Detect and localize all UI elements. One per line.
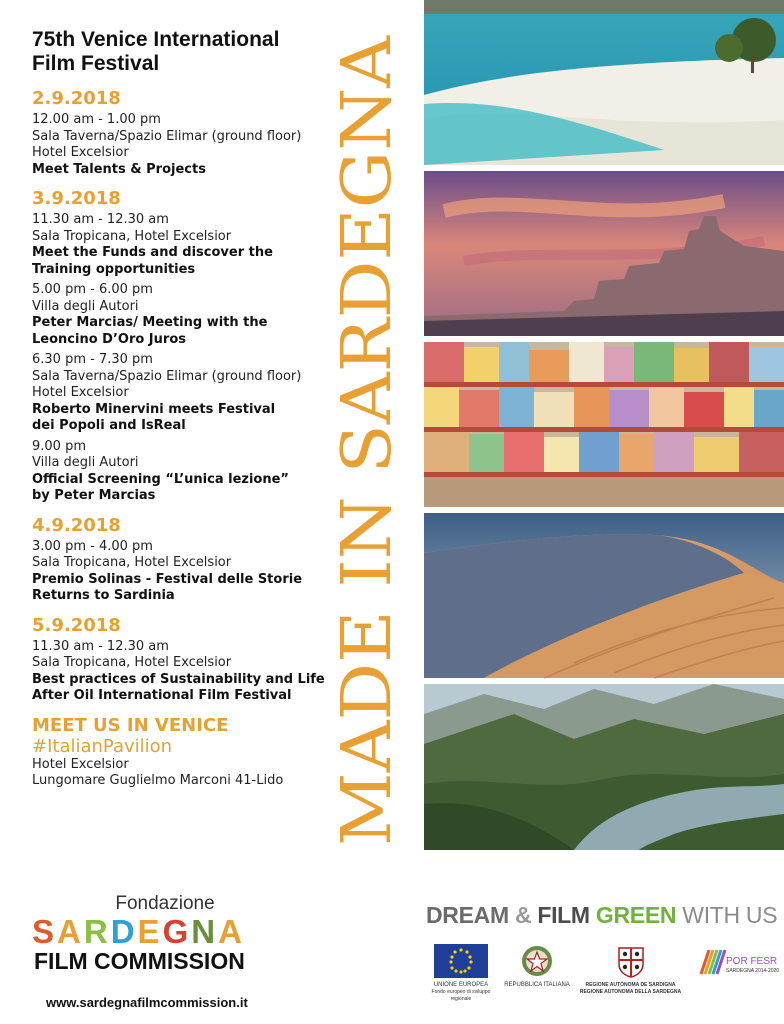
sardegna-letter: G (162, 913, 192, 950)
event-title-line: Best practices of Sustainability and Life (32, 671, 325, 687)
sardegna-letter: A (57, 913, 84, 950)
event-title (32, 315, 332, 348)
schedule-date: 2.9.2018 (32, 88, 121, 109)
schedule-day (32, 88, 332, 178)
por-fesr-icon (695, 944, 780, 980)
por-fesr-text: POR FESR (726, 956, 778, 967)
fondazione-label: Fondazione (115, 893, 215, 914)
italian-emblem-icon (520, 944, 554, 978)
event-title-line: Peter Marcias/ Meeting with the (32, 315, 268, 330)
sardegna-letter: E (137, 913, 163, 950)
sunset-city-photo (424, 171, 784, 336)
schedule-date: 5.9.2018 (32, 614, 121, 636)
event-detail: Sala Taverna/Spazio Elimar (ground floor) (32, 128, 302, 144)
event-title-line: dei Popoli and IsReal (32, 418, 186, 433)
page-title: 75th Venice International Film Festival (32, 28, 280, 75)
website-link[interactable]: www.sardegnafilmcommission.it (46, 995, 248, 1010)
por-fesr-logo (690, 944, 780, 984)
event-title (32, 572, 332, 605)
schedule-event (32, 352, 332, 435)
event-detail: 6.30 pm - 7.30 pm (32, 352, 153, 367)
schedule-event (32, 439, 332, 505)
event-detail: Hotel Excelsior (32, 145, 129, 160)
sardegna-letter: R (83, 913, 111, 950)
event-detail: 3.00 pm - 4.00 pm (32, 538, 153, 554)
event-title-line: After Oil International Film Festival (32, 688, 292, 703)
event-detail: 11.30 am - 12.30 am (32, 212, 169, 227)
event-detail: Sala Tropicana, Hotel Excelsior (32, 555, 232, 570)
regione-sardegna-logo: REGIONE AUTÒNOMA DE SARDIGNA REGIONE AUTONOMA DELLA SARDEGNA (578, 944, 683, 996)
event-title-line: Meet Talents & Projects (32, 161, 206, 177)
event-detail: Sala Taverna/Spazio Elimar (ground floor) (32, 368, 302, 384)
event-title-line: Leoncino D’Oro Juros (32, 331, 186, 347)
sardegna-wordmark (32, 915, 282, 949)
repubblica-italiana-logo: REPUBBLICA ITALIANA (502, 944, 572, 989)
beach-photo (424, 0, 784, 165)
event-title-line: Meet the Funds and discover the (32, 245, 273, 260)
river-valley-photo (424, 684, 784, 850)
schedule-date: 3.9.2018 (32, 188, 121, 209)
program-column (32, 28, 332, 790)
schedule-event (32, 212, 332, 278)
schedule-day (32, 188, 332, 505)
schedule-day (32, 615, 332, 705)
sardegna-letter: S (32, 913, 58, 950)
sardegna-letter: A (218, 913, 245, 950)
event-title (32, 402, 332, 435)
sand-dunes-photo (424, 513, 784, 678)
schedule-event (32, 282, 332, 348)
event-detail: 5.00 pm - 6.00 pm (32, 282, 153, 297)
meet-heading: MEET US IN VENICE (32, 714, 229, 736)
eu-flag-logo: UNIONE EUROPEA Fondo europeo di sviluppo regionale (428, 944, 494, 1003)
event-title-line: Returns to Sardinia (32, 588, 175, 603)
event-title (32, 472, 332, 505)
slogan: DREAM & FILM GREEN WITH US (426, 902, 778, 928)
event-detail: 11.30 am - 12.30 am (32, 638, 169, 654)
event-title (32, 162, 332, 179)
event-detail: Sala Tropicana, Hotel Excelsior (32, 228, 232, 244)
event-detail: Sala Tropicana, Hotel Excelsior (32, 655, 232, 670)
sardegna-letter: D (110, 913, 138, 950)
event-title (32, 672, 332, 705)
colorful-town-photo (424, 342, 784, 507)
schedule-day (32, 515, 332, 605)
schedule-list (32, 88, 332, 705)
schedule-event (32, 112, 332, 178)
film-commission-logo (32, 893, 282, 1010)
vertical-title (330, 30, 416, 852)
made-in-sardegna-text: MADE IN SARDEGNA (328, 79, 407, 846)
schedule-event (32, 539, 332, 605)
address: Lungomare Guglielmo Marconi 41-Lido (32, 773, 284, 788)
meet-section (32, 715, 332, 790)
event-title-line: Roberto Minervini meets Festival (32, 401, 276, 417)
event-title-line: Premio Solinas - Festival delle Storie (32, 571, 303, 587)
venue: Hotel Excelsior (32, 756, 129, 772)
eu-flag-icon (434, 944, 488, 978)
por-fesr-subtext: SARDEGNA 2014-2020 (726, 968, 780, 974)
event-detail: Villa degli Autori (32, 455, 139, 470)
film-commission-label: FILM COMMISSION (34, 948, 245, 974)
institutional-logos (428, 944, 780, 1002)
schedule-event (32, 639, 332, 705)
event-detail: Hotel Excelsior (32, 385, 129, 400)
hashtag: #ItalianPavilion (32, 735, 173, 757)
sardegna-letter: N (191, 913, 219, 950)
schedule-date: 4.9.2018 (32, 514, 121, 536)
event-detail: 12.00 am - 1.00 pm (32, 112, 161, 127)
event-title-line: Official Screening “L’unica lezione” (32, 471, 289, 487)
event-title-line: by Peter Marcias (32, 488, 156, 503)
event-detail: Villa degli Autori (32, 298, 139, 314)
event-detail: 9.00 pm (32, 438, 86, 454)
event-title-line: Training opportunities (32, 261, 196, 277)
event-title (32, 245, 332, 278)
sardinia-crest-icon (616, 944, 646, 978)
